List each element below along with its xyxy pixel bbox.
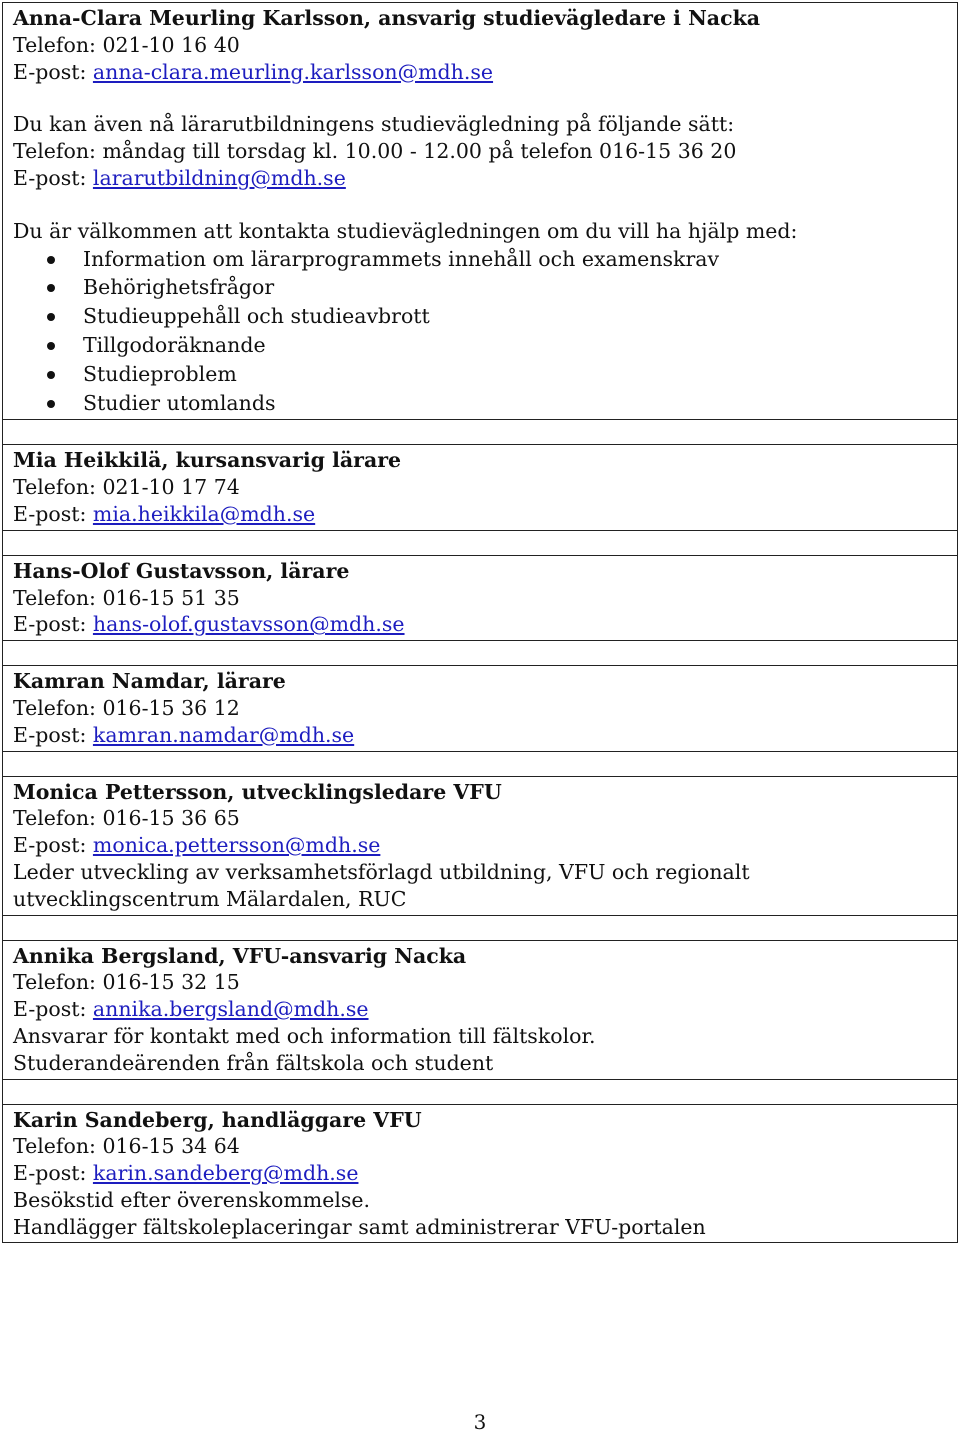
help-topic-item	[43, 331, 947, 360]
contact-phone: Telefon: 016-15 51 35	[13, 585, 240, 610]
contact-email-line	[13, 722, 947, 749]
contact-email-line	[13, 501, 947, 528]
contact-name: Hans-Olof Gustavsson, lärare	[13, 558, 350, 583]
email-link[interactable]: anna-clara.meurling.karlsson@mdh.se	[92, 59, 494, 84]
email-label: E-post:	[13, 501, 93, 526]
help-topic-text: Information om lärarprogrammets innehåll och examenskrav	[83, 246, 720, 271]
contact-cell-hans	[2, 556, 958, 641]
contact-name: Karin Sandeberg, handläggare VFU	[13, 1107, 422, 1132]
contact-cell-mia	[2, 445, 958, 530]
email-link[interactable]: karin.sandeberg@mdh.se	[92, 1161, 359, 1186]
help-topic-item	[43, 360, 947, 389]
contact-note: Handlägger fältskoleplaceringar samt administrerar VFU-portalen	[13, 1214, 706, 1239]
contact-note: utvecklingscentrum Mälardalen, RUC	[13, 886, 407, 911]
contact-note: Studerandeärenden från fältskola och student	[13, 1050, 494, 1075]
help-topic-text: Behörighetsfrågor	[83, 275, 275, 300]
email-label: E-post:	[13, 165, 93, 190]
help-topic-text: Studier utomlands	[83, 390, 276, 415]
contact-phone: Telefon: 016-15 32 15	[13, 970, 240, 995]
contact-email-line	[13, 611, 947, 638]
alt-contact-email-line	[13, 165, 947, 192]
email-label: E-post:	[13, 722, 93, 747]
contact-name: Anna-Clara Meurling Karlsson, ansvarig studievägledare i Nacka	[13, 6, 761, 30]
line-gap	[13, 85, 947, 111]
email-link[interactable]: hans-olof.gustavsson@mdh.se	[92, 612, 405, 637]
alt-contact-intro: Du kan även nå lärarutbildningens studievägledning på följande sätt:	[13, 112, 735, 137]
contact-note: Ansvarar för kontakt med och information till fältskolor.	[13, 1023, 596, 1048]
contact-cell-karin	[2, 1105, 958, 1244]
contact-cell-annika	[2, 941, 958, 1080]
bullet-icon	[47, 284, 55, 292]
contact-cell-study-counselor	[2, 2, 958, 420]
email-link[interactable]: lararutbildning@mdh.se	[92, 165, 346, 190]
help-topic-text: Tillgodoräknande	[83, 332, 266, 357]
contact-phone: Telefon: 016-15 36 65	[13, 806, 240, 831]
contact-name: Kamran Namdar, lärare	[13, 669, 286, 694]
contact-name: Mia Heikkilä, kursansvarig lärare	[13, 448, 402, 473]
bullet-icon	[47, 400, 55, 408]
email-link[interactable]: mia.heikkila@mdh.se	[92, 501, 316, 526]
email-label: E-post:	[13, 59, 93, 84]
table-spacer-row	[2, 420, 958, 445]
contact-cell-monica	[2, 777, 958, 916]
email-link[interactable]: kamran.namdar@mdh.se	[92, 722, 355, 747]
contact-email-line	[13, 832, 947, 859]
email-link[interactable]: monica.pettersson@mdh.se	[92, 833, 381, 858]
bullet-icon	[47, 313, 55, 321]
email-label: E-post:	[13, 997, 93, 1022]
table-spacer-row	[2, 531, 958, 556]
contact-phone: Telefon: 021-10 17 74	[13, 475, 240, 500]
table-spacer-row	[2, 1080, 958, 1105]
table-spacer-row	[2, 916, 958, 941]
email-label: E-post:	[13, 612, 93, 637]
help-topic-item	[43, 302, 947, 331]
help-topic-item	[43, 273, 947, 302]
line-gap	[13, 192, 947, 218]
help-topic-text: Studieproblem	[83, 361, 237, 386]
help-topic-item	[43, 245, 947, 274]
contact-name: Annika Bergsland, VFU-ansvarig Nacka	[13, 943, 467, 968]
contact-email-line	[13, 996, 947, 1023]
contact-note: Besökstid efter överenskommelse.	[13, 1187, 371, 1212]
contact-name: Monica Pettersson, utvecklingsledare VFU	[13, 779, 502, 804]
table-spacer-row	[2, 641, 958, 666]
help-topic-text: Studieuppehåll och studieavbrott	[83, 304, 430, 329]
email-link[interactable]: annika.bergsland@mdh.se	[92, 997, 369, 1022]
contact-email-line	[13, 59, 947, 86]
bullet-icon	[47, 371, 55, 379]
contact-note: Leder utveckling av verksamhetsförlagd utbildning, VFU och regionalt	[13, 859, 750, 884]
help-topic-list	[13, 245, 947, 418]
contact-phone: Telefon: 021-10 16 40	[13, 32, 240, 57]
page-number: 3	[473, 1410, 487, 1434]
table-spacer-row	[2, 752, 958, 777]
help-intro: Du är välkommen att kontakta studievägledningen om du vill ha hjälp med:	[13, 218, 798, 243]
contact-cell-kamran	[2, 666, 958, 751]
help-topic-item	[43, 389, 947, 418]
contact-email-line	[13, 1160, 947, 1187]
alt-contact-phone: Telefon: måndag till torsdag kl. 10.00 - 12.00 på telefon 016-15 36 20	[13, 139, 737, 164]
contact-phone: Telefon: 016-15 34 64	[13, 1134, 240, 1159]
email-label: E-post:	[13, 1161, 93, 1186]
email-label: E-post:	[13, 833, 93, 858]
contact-table	[2, 2, 958, 1243]
bullet-icon	[47, 256, 55, 264]
contact-phone: Telefon: 016-15 36 12	[13, 695, 240, 720]
bullet-icon	[47, 342, 55, 350]
